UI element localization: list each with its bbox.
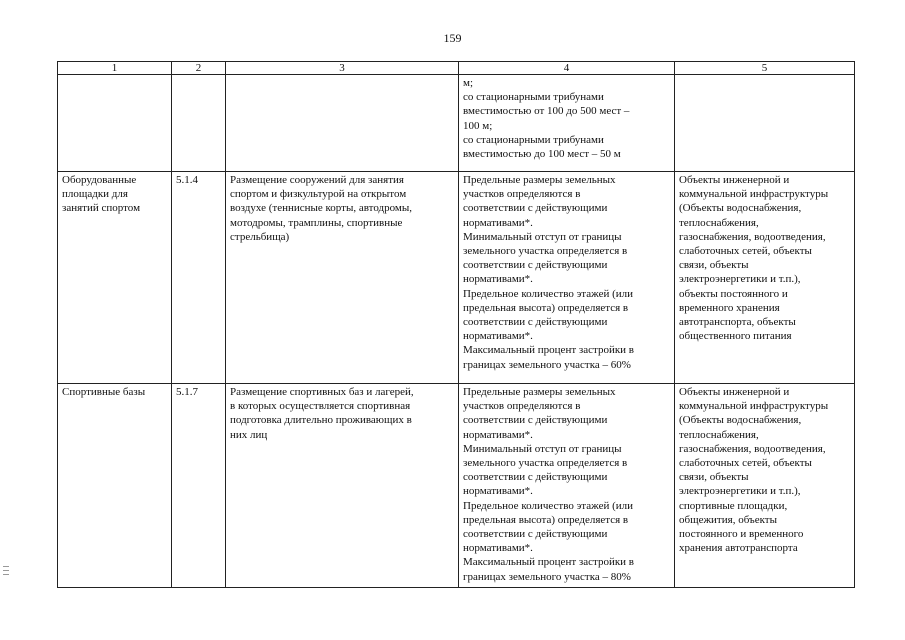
- cell-text-line: связи, объекты: [679, 471, 749, 484]
- cell-text-line: участков определяются в: [463, 400, 581, 413]
- cell-text-line: Оборудованные: [62, 174, 137, 186]
- cell-text-line: площадки для: [62, 188, 128, 201]
- cell-text-line: Максимальный процент застройки в: [463, 344, 634, 357]
- table-row-continuation: [58, 75, 855, 172]
- cell-text-line: Размещение сооружений для занятия: [230, 174, 404, 186]
- cell-text-line: временного хранения: [679, 301, 780, 314]
- cell-text-line: воздухе (теннисные корты, автодромы,: [230, 202, 412, 215]
- cell-text-line: соответствии с действующими: [463, 202, 608, 215]
- cell-text-line: стрельбища): [230, 230, 290, 243]
- cell-text-line: Предельные размеры земельных: [463, 174, 616, 186]
- cell-text-line: (Объекты водоснабжения,: [679, 202, 802, 215]
- cell-text-line: связи, объекты: [679, 259, 749, 272]
- cell-text-line: 100 м;: [463, 119, 493, 132]
- cell-text-line: подготовка длительно проживающих в: [230, 414, 412, 427]
- cell-text-line: занятий спортом: [62, 202, 141, 215]
- cell-text-line: общественного питания: [679, 330, 792, 343]
- cell-text-line: соответствии с действующими: [463, 471, 608, 484]
- cell-text-line: хранения автотранспорта: [679, 542, 798, 555]
- cell-text-line: мотодромы, трамплины, спортивные: [230, 216, 403, 229]
- column-header-2: 2: [172, 62, 226, 75]
- cell-text-line: нормативами*.: [463, 542, 533, 555]
- cell-text-line: границах земельного участка – 80%: [463, 570, 631, 583]
- table-cell-col2: [172, 75, 226, 172]
- cell-text-line: электроэнергетики и т.п.),: [679, 273, 801, 286]
- table-cell-col2: [172, 384, 226, 588]
- cell-text-line: нормативами*.: [463, 485, 533, 498]
- table-cell-col3: [226, 384, 459, 588]
- cell-text-line: спортивные площадки,: [679, 499, 788, 512]
- cell-text-line: постоянного и временного: [679, 528, 804, 541]
- column-header-4: 4: [459, 62, 675, 75]
- table-cell-col5: [675, 75, 855, 172]
- cell-text-line: соответствии с действующими: [463, 259, 608, 272]
- cell-text-line: теплоснабжения,: [679, 428, 759, 441]
- table-cell-col1: [58, 172, 172, 384]
- cell-text-line: газоснабжения, водоотведения,: [679, 230, 826, 243]
- table-row-equipped-sports-grounds: [58, 172, 855, 384]
- cell-text-line: земельного участка определяется в: [463, 457, 628, 470]
- cell-text-line: м;: [463, 77, 474, 89]
- cell-text-line: соответствии с действующими: [463, 414, 608, 427]
- cell-text-line: нормативами*.: [463, 330, 533, 343]
- cell-text-line: электроэнергетики и т.п.),: [679, 485, 801, 498]
- cell-text-line: нормативами*.: [463, 273, 533, 286]
- cell-text-line: соответствии с действующими: [463, 316, 608, 329]
- cell-text-line: границах земельного участка – 60%: [463, 358, 631, 371]
- column-header-1: 1: [58, 62, 172, 75]
- cell-text-line: Предельные размеры земельных: [463, 386, 616, 398]
- table-row-sports-bases: [58, 384, 855, 588]
- cell-text-line: участков определяются в: [463, 188, 581, 201]
- cell-text-line: коммунальной инфраструктуры: [679, 400, 829, 413]
- cell-text-line: газоснабжения, водоотведения,: [679, 442, 826, 455]
- cell-text-line: общежития, объекты: [679, 513, 777, 526]
- table-cell-col4: [459, 75, 675, 172]
- cell-text-line: Спортивные базы: [62, 386, 146, 398]
- cell-text-line: Размещение спортивных баз и лагерей,: [230, 386, 414, 398]
- cell-text-line: Предельное количество этажей (или: [463, 287, 634, 300]
- cell-text-line: со стационарными трибунами: [463, 91, 604, 104]
- cell-text-line: теплоснабжения,: [679, 216, 759, 229]
- cell-text-line: вместимостью от 100 до 500 мест –: [463, 105, 630, 118]
- cell-text-line: слаботочных сетей, объекты: [679, 245, 812, 258]
- cell-text-line: нормативами*.: [463, 216, 533, 229]
- cell-text-line: Минимальный отступ от границы: [463, 230, 622, 243]
- cell-text-line: объекты постоянного и: [679, 287, 788, 300]
- cell-text-line: вместимостью до 100 мест – 50 м: [463, 148, 621, 161]
- table-cell-col5: [675, 172, 855, 384]
- cell-text-line: предельная высота) определяется в: [463, 513, 629, 526]
- table-cell-col1: [58, 384, 172, 588]
- cell-text-line: 5.1.4: [176, 174, 198, 186]
- cell-text-line: земельного участка определяется в: [463, 245, 628, 258]
- cell-text-line: со стационарными трибунами: [463, 133, 604, 146]
- table-cell-col2: [172, 172, 226, 384]
- table-cell-col1: [58, 75, 172, 172]
- cell-text-line: нормативами*.: [463, 428, 533, 441]
- table-cell-col4: [459, 384, 675, 588]
- cell-text-line: них лиц: [230, 428, 268, 441]
- cell-text-line: Максимальный процент застройки в: [463, 556, 634, 569]
- cell-text-line: Объекты инженерной и: [679, 386, 790, 398]
- cell-text-line: предельная высота) определяется в: [463, 301, 629, 314]
- column-header-5: 5: [675, 62, 855, 75]
- cell-text-line: Предельное количество этажей (или: [463, 499, 634, 512]
- table-header-row: [58, 62, 855, 75]
- table-cell-col5: [675, 384, 855, 588]
- cell-text-line: (Объекты водоснабжения,: [679, 414, 802, 427]
- cell-text-line: Объекты инженерной и: [679, 174, 790, 186]
- table-cell-col4: [459, 172, 675, 384]
- column-header-3: 3: [226, 62, 459, 75]
- cell-text-line: слаботочных сетей, объекты: [679, 457, 812, 470]
- regulations-table: [57, 61, 855, 588]
- cell-text-line: автотранспорта, объекты: [679, 316, 796, 329]
- cell-text-line: 5.1.7: [176, 386, 198, 398]
- scan-edge-marks: [3, 566, 11, 578]
- cell-text-line: Минимальный отступ от границы: [463, 442, 622, 455]
- table-cell-col3: [226, 172, 459, 384]
- table-cell-col3: [226, 75, 459, 172]
- cell-text-line: соответствии с действующими: [463, 528, 608, 541]
- cell-text-line: в которых осуществляется спортивная: [230, 400, 411, 413]
- cell-text-line: спортом и физкультурой на открытом: [230, 188, 407, 201]
- cell-text-line: коммунальной инфраструктуры: [679, 188, 829, 201]
- page-number: 159: [443, 31, 462, 45]
